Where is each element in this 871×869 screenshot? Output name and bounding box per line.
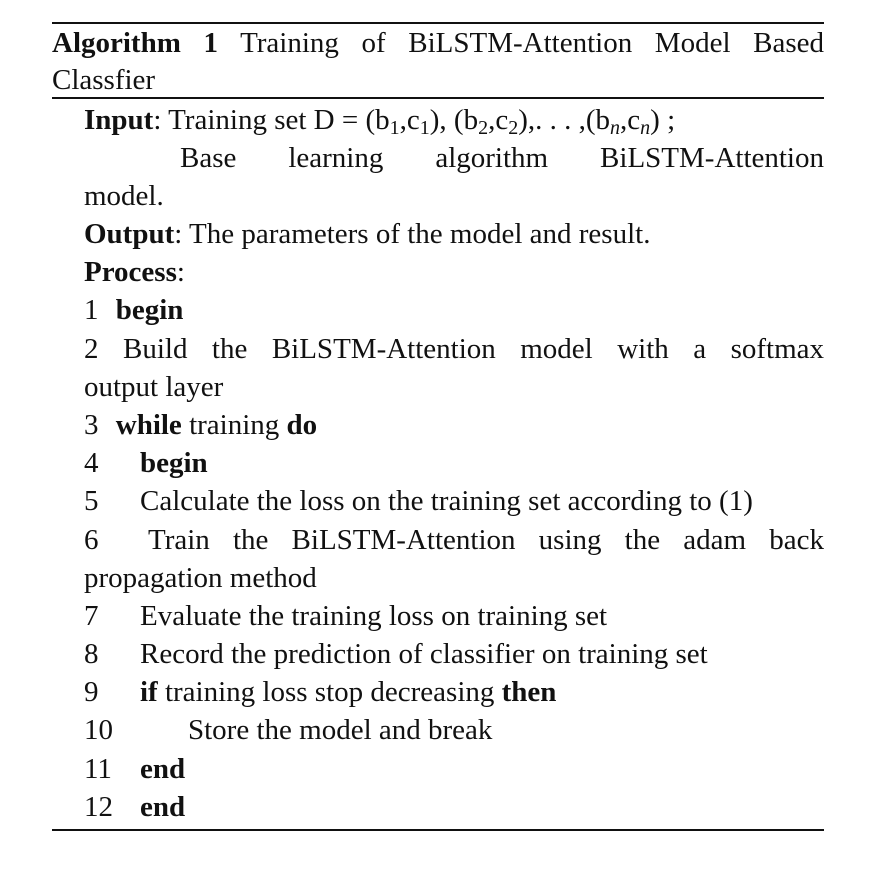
step-2-continued: output layer — [84, 371, 224, 403]
step-6-continued: propagation method — [84, 562, 317, 594]
step-4: 4 — [84, 447, 99, 479]
algorithm-label: Algorithm 1 — [52, 27, 218, 59]
step-12-keyword: end — [140, 791, 186, 823]
algorithm-title-line-1 — [52, 26, 824, 60]
step-5: 5 — [84, 485, 99, 517]
step-12: 12 — [84, 791, 113, 823]
step-10-text: Store the model and break — [188, 714, 493, 746]
step-3: 3 while training do — [84, 409, 318, 441]
step-8-text: Record the prediction of classifier on training set — [140, 638, 708, 670]
top-rule — [52, 22, 824, 24]
input-line: Input: Training set $D = (b_1,c_1)$, $(b_2,c_2)$,. . . $,(b_n,c_n)$ ; — [84, 104, 676, 139]
step-11-keyword: end — [140, 753, 186, 785]
input-line-2: Base learning algorithm BiLSTM-Attention — [180, 142, 824, 174]
process-label: Process — [84, 256, 177, 288]
step-5-text: Calculate the loss on the training set according to (1) — [140, 485, 753, 517]
output-label: Output — [84, 218, 175, 250]
bottom-rule — [52, 829, 824, 831]
step-2: 2 Build the BiLSTM-Attention model with a softmax — [84, 333, 825, 365]
algorithm-title: Training of BiLSTM-Attention Model Based — [240, 27, 824, 59]
process-line: Process: — [84, 256, 185, 288]
step-1: 1 begin — [84, 294, 184, 326]
step-9: 9 — [84, 676, 99, 708]
input-line-3: model. — [84, 180, 164, 212]
output-line: Output: The parameters of the model and result. — [84, 218, 651, 250]
step-7: 7 — [84, 600, 99, 632]
step-4-keyword: begin — [140, 447, 208, 479]
step-6-text: Train the BiLSTM-Attention using the adam back — [148, 524, 824, 556]
step-8: 8 — [84, 638, 99, 670]
step-6: 6 — [84, 524, 99, 556]
input-label: Input — [84, 104, 154, 136]
step-11: 11 — [84, 753, 112, 785]
step-9-text: if training loss stop decreasing then — [140, 676, 557, 708]
header-rule — [52, 97, 824, 99]
algorithm-title-line-2: Classfier — [52, 64, 156, 96]
step-10: 10 — [84, 714, 113, 746]
step-7-text: Evaluate the training loss on training set — [140, 600, 608, 632]
